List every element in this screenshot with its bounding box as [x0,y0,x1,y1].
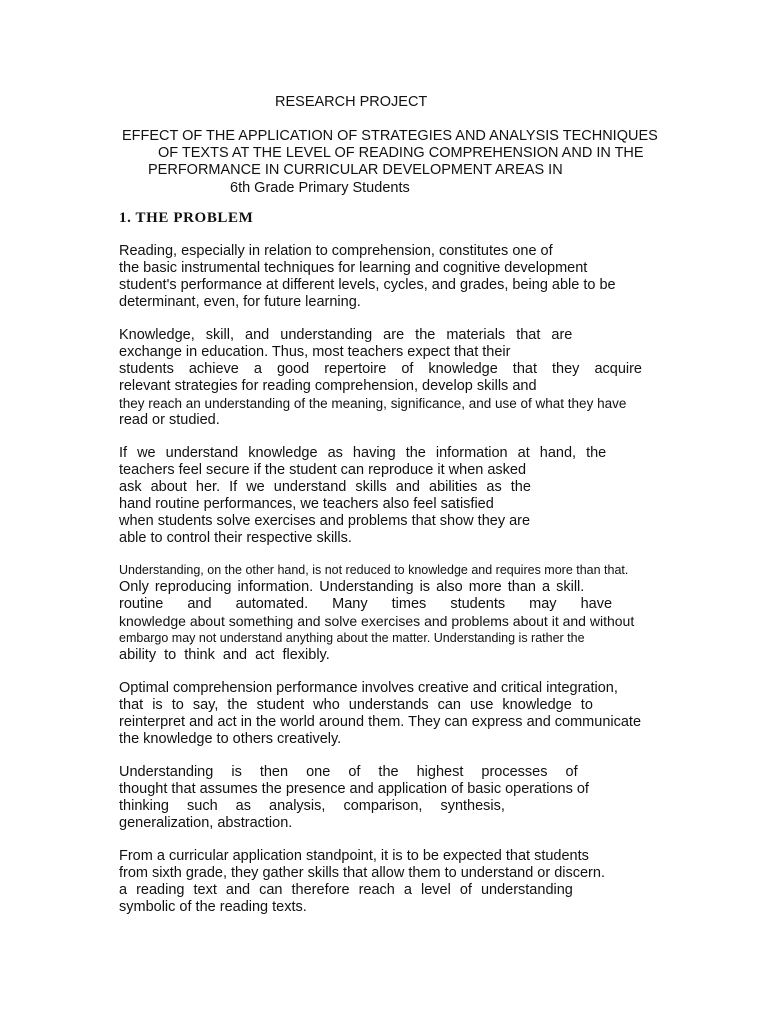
text-line: read or studied. [119,412,220,428]
text-line: when students solve exercises and problems that show they are [119,513,531,529]
document-label: RESEARCH PROJECT [275,94,428,110]
text-line: relevant strategies for reading comprehension, develop skills and [119,378,537,394]
text-line: Understanding, on the other hand, is not reduced to knowledge and requires more than that. [119,563,629,577]
text-line: students achieve a good repertoire of knowledge that they acquire [119,361,642,377]
text-line: teachers feel secure if the student can reproduce it when asked [119,462,527,478]
text-line: student's performance at different levels, cycles, and grades, being able to be [119,277,616,293]
text-line: from sixth grade, they gather skills that allow them to understand or discern. [119,865,605,881]
text-line: a reading text and can therefore reach a level of understanding [119,882,573,898]
text-line: ability to think and act flexibly. [119,647,330,663]
text-line: thought that assumes the presence and application of basic operations of [119,781,589,797]
text-line: From a curricular application standpoint, it is to be expected that students [119,848,589,864]
title-line: 6th Grade Primary Students [230,180,410,196]
title-line: OF TEXTS AT THE LEVEL OF READING COMPREHENSION AND IN THE [158,145,644,161]
text-line: Only reproducing information. Understanding is also more than a skill. [119,579,585,595]
text-line: Optimal comprehension performance involves creative and critical integration, [119,680,618,696]
text-line: able to control their respective skills. [119,530,352,546]
text-line: symbolic of the reading texts. [119,899,307,915]
text-line: that is to say, the student who understands can use knowledge to [119,697,593,713]
title-line: EFFECT OF THE APPLICATION OF STRATEGIES AND ANALYSIS TECHNIQUES [122,128,658,144]
title-line: PERFORMANCE IN CURRICULAR DEVELOPMENT AREAS IN [148,162,563,178]
text-line: embargo may not understand anything about the matter. Understanding is rather the [119,631,585,645]
text-line: Knowledge, skill, and understanding are the materials that are [119,327,573,343]
text-line: hand routine performances, we teachers also feel satisfied [119,496,494,512]
text-line: If we understand knowledge as having the information at hand, the [119,445,607,461]
text-line: the knowledge to others creatively. [119,731,342,747]
text-line: the basic instrumental techniques for learning and cognitive development [119,260,588,276]
text-line: ask about her. If we understand skills and abilities as the [119,479,531,495]
text-line: Reading, especially in relation to comprehension, constitutes one of [119,243,553,259]
text-line: determinant, even, for future learning. [119,294,361,310]
text-line: generalization, abstraction. [119,815,293,831]
text-line: knowledge about something and solve exercises and problems about it and without [119,613,635,629]
text-line: thinking such as analysis, comparison, synthesis, [119,798,505,814]
text-line: routine and automated. Many times students may have [119,596,613,612]
text-line: exchange in education. Thus, most teachers expect that their [119,344,511,360]
section-heading: 1. THE PROBLEM [119,210,254,226]
text-line: Understanding is then one of the highest processes of [119,764,578,780]
text-line: they reach an understanding of the meaning, significance, and use of what they have [119,396,627,411]
text-line: reinterpret and act in the world around them. They can express and communicate [119,714,642,730]
